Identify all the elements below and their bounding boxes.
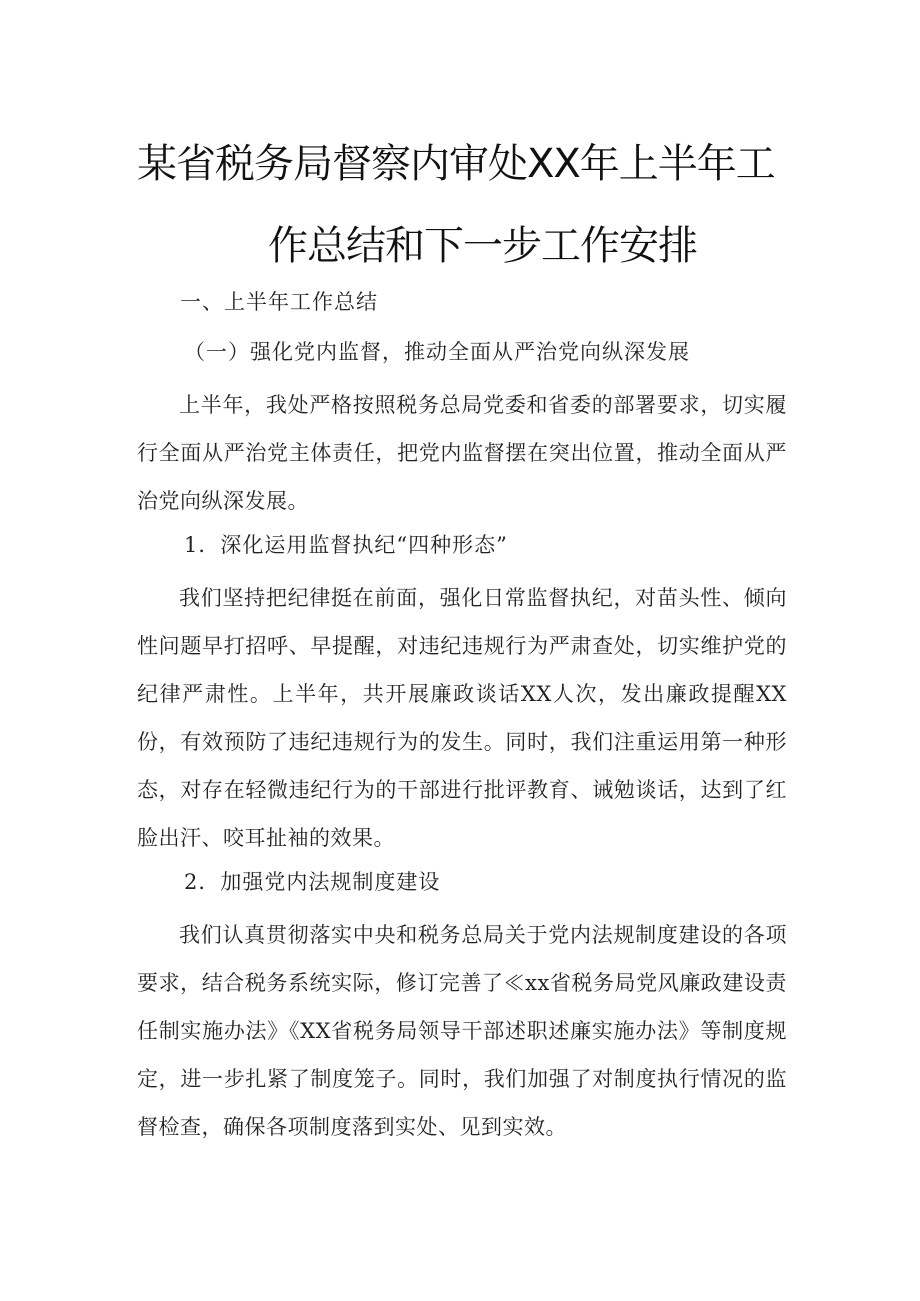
item-heading: 1．深化运用监督执纪“四种形态” (184, 533, 508, 557)
body-paragraph: 我们认真贯彻落实中央和税务总局关于党内法规制度建设的各项要求，结合税务系统实际，修订完善了≪xx省税务局党风廉政建设责任制实施办法》《XX省税务局领导干部述职述廉实施办法》等制度规定，进一步扎紧了制度笼子。同时，我们加强了对制度执行情况的监督检查，确保各项制度落到实处、见到实效。 (137, 923, 787, 1139)
subsection-heading: （一）强化党内监督，推动全面从严治党向纵深发展 (184, 340, 690, 364)
body-paragraph: 上半年，我处严格按照税务总局党委和省委的部署要求，切实履行全面从严治党主体责任，把党内监督摆在突出位置，推动全面从严治党向纵深发展。 (137, 393, 787, 513)
document-title-line-1: 某省税务局督察内审处XX年上半年工 (137, 141, 775, 187)
body-paragraph: 我们坚持把纪律挺在前面，强化日常监督执纪，对苗头性、倾向性问题早打招呼、早提醒，对违纪违规行为严肃查处，切实维护党的纪律严肃性。上半年，共开展廉政谈话XX人次，发出廉政提醒XX份，有效预防了违纪违规行为的发生。同时，我们注重运用第一种形态，对存在轻微违纪行为的干部进行批评教育、诫勉谈话，达到了红脸出汗、咬耳扯袖的效果。 (137, 586, 787, 850)
document-title-line-2: 作总结和下一步工作安排 (268, 223, 697, 269)
item-heading: 2．加强党内法规制度建设 (184, 870, 441, 894)
section-heading: 一、上半年工作总结 (180, 290, 378, 314)
